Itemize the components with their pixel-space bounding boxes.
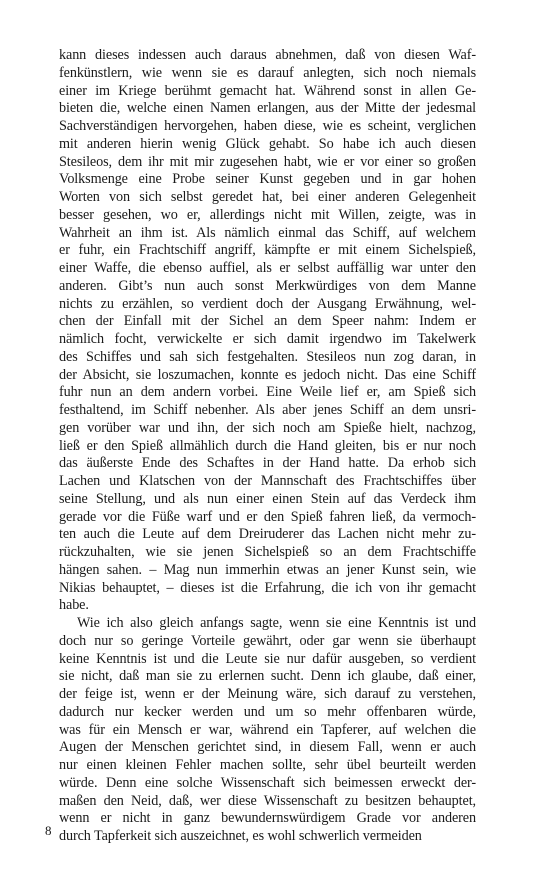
text-line: besser gesehen, wo er, allerdings nicht mit Willen, zeigte, was in bbox=[59, 206, 476, 223]
text-line: nur einen kleinen Fehler machen sollte, sehr übel beurteilt werden bbox=[59, 757, 476, 773]
page-body bbox=[59, 47, 476, 846]
text-line: gerade vor die Füße warf und er den Spieß fahren ließ, da vermoch- bbox=[59, 508, 476, 525]
text-line: seine Stellung, und als nun einer einen Stein auf das Verdeck ihm bbox=[59, 490, 476, 507]
text-line: der feige ist, wenn er der Meinung wäre, sich darauf zu verstehen, bbox=[59, 686, 476, 702]
text-line: rückzuhalten, wie sie jenen Sichelspieß so an dem Frachtschiffe bbox=[59, 544, 476, 560]
text-line: wenn er nicht in ganz bewundernswürdigem Grade vor anderen bbox=[59, 810, 476, 827]
paragraph-1 bbox=[59, 47, 476, 615]
text-line: mit anderen hierin wenig Glück gehabt. So habe ich auch diesen bbox=[59, 135, 476, 152]
text-line: sie nicht, daß man sie zu erlernen sucht. Denn ich glaube, daß einer, bbox=[59, 668, 476, 685]
text-line: des Schiffes und sah sich festgehalten. Stesileos nun zog daran, in bbox=[59, 348, 476, 365]
text-line: ten auch die Leute auf dem Dreiruderer das Lachen nicht mehr zu- bbox=[59, 526, 476, 543]
text-line: Worten von sich selbst geredet hat, bei einer anderen Gelegenheit bbox=[59, 189, 476, 205]
text-line: nämlich focht, verwickelte er sich damit irgendwo im Takelwerk bbox=[59, 331, 476, 347]
text-line: einer Waffe, die ebenso auffiel, als er selbst auffällig war unter den bbox=[59, 260, 476, 276]
text-line: bieten die, welche einen Namen erlangen, aus der Mitte der jedesmal bbox=[59, 100, 476, 117]
text-line: kann dieses indessen auch daraus abnehmen, daß von diesen Waf- bbox=[59, 47, 476, 63]
text-line: Stesileos, dem ihr mit mir zugesehen habt, wie er vor einer so großen bbox=[59, 153, 476, 170]
paragraph-2 bbox=[59, 615, 476, 846]
text-line: Lachen und Klatschen von der Mannschaft des Frachtschiffes über bbox=[59, 473, 476, 489]
text-line: festhaltend, im Schiff nebenher. Als aber jenes Schiff an dem unsri- bbox=[59, 402, 476, 418]
text-line: habe. bbox=[59, 597, 89, 614]
text-line: ließ er den Spieß allmählich durch die Hand gleiten, bis er nur noch bbox=[59, 437, 476, 454]
text-line: Wie ich also gleich anfangs sagte, wenn sie eine Kenntnis ist und bbox=[77, 615, 476, 631]
text-line: keine Kenntnis ist und die Leute sie nur dafür ausgeben, so verdient bbox=[59, 650, 476, 667]
text-line: Volksmenge eine Probe seiner Kunst gegeben und in gar hohen bbox=[59, 171, 476, 188]
text-line: Wahrheit an ihm ist. Als nämlich einmal das Schiff, auf welchem bbox=[59, 224, 476, 241]
text-line: Augen der Menschen gerichtet sind, in diesem Fall, wenn er auch bbox=[59, 739, 476, 756]
text-line: der Absicht, sie loszumachen, konnte es jedoch nicht. Das eine Schiff bbox=[59, 366, 476, 383]
text-line: einer im Kriege berühmt gemacht hat. Während sonst in allen Ge- bbox=[59, 82, 476, 99]
text-line: nichts zu erzählen, so verdient doch der Ausgang Erwähnung, wel- bbox=[59, 295, 476, 312]
text-line: gen vorüber war und ihn, der sich noch am Spieße hielt, nachzog, bbox=[59, 419, 476, 436]
text-line: Nikias behauptet, – dieses ist die Erfahrung, die ich von ihr gemacht bbox=[59, 579, 476, 596]
text-line: das äußerste Ende des Schaftes in der Hand hatte. Da erhob sich bbox=[59, 455, 476, 472]
text-line: doch nur so geringe Vorteile gewährt, oder gar wenn sie überhaupt bbox=[59, 632, 476, 649]
text-line: maßen den Neid, daß, wer diese Wissenschaft zu besitzen behauptet, bbox=[59, 792, 476, 809]
text-line: was für ein Mensch er war, während ein Tapferer, auf welchen die bbox=[59, 721, 476, 738]
text-line: fuhr nun an dem andern vorbei. Eine Weile lief er, am Spieß sich bbox=[59, 384, 476, 401]
text-line: anderen. Gibt’s nun auch sonst Merkwürdiges von dem Manne bbox=[59, 277, 476, 294]
text-line: durch Tapferkeit sich auszeichnet, es wohl schwerlich vermeiden bbox=[59, 828, 422, 844]
page-number: 8 bbox=[45, 823, 52, 838]
text-line: chen der Einfall mit der Sichel an dem Speer nahm: Indem er bbox=[59, 313, 476, 330]
text-line: würde. Denn eine solche Wissenschaft sich beimessen erweckt der- bbox=[59, 774, 476, 791]
text-line: fenkünstlern, wie wenn sie es darauf anlegten, sich noch niemals bbox=[59, 64, 476, 81]
text-line: dadurch nur kecker werden und um so mehr offenbaren würde, bbox=[59, 703, 476, 720]
text-line: hängen sahen. – Mag nun immerhin etwas an jener Kunst sein, wie bbox=[59, 561, 476, 578]
text-line: Sachverständigen hervorgehen, haben diese, wie es scheint, verglichen bbox=[59, 118, 476, 134]
text-line: er fuhr, ein Frachtschiff angriff, kämpfte er mit einem Sichelspieß, bbox=[59, 242, 476, 259]
